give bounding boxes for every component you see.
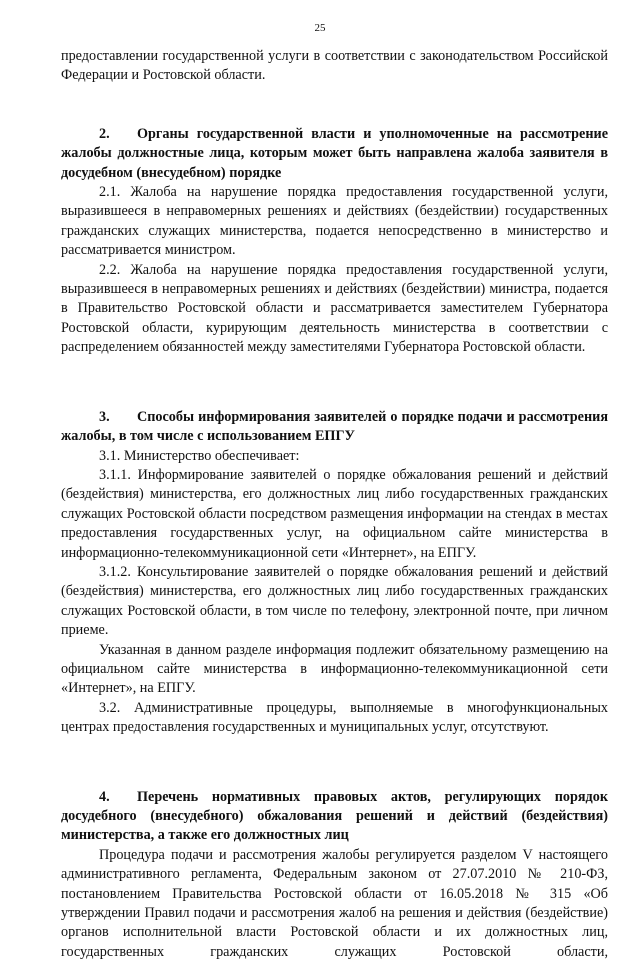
paragraph-4-1: Процедура подачи и рассмотрения жалобы регулируется разделом V настоящего административного регламента, Федеральным законом от 27.07.2010 № 210-ФЗ, постановлением Правительства Ростовской области от 16.05.2018 № 315 «Об утверждении Правил подачи и рассмотрения жалоб на решения и действия (бездействие) органов исполнительной власти Ростовской области и их должностных лиц, государственных гражданских служащих Ростовской области, (61, 846, 608, 960)
paragraph-3-1: 3.1. Министерство обеспечивает: (99, 447, 300, 464)
section-2-number: 2. (99, 125, 110, 142)
spacer (61, 358, 608, 408)
section-3-number: 3. (99, 408, 110, 425)
section-3-title-text: Способы информирования заявителей о порядке подачи и рассмотрения жалобы, в том числе с использованием ЕПГУ (61, 408, 608, 445)
paragraph-2-2: 2.2. Жалоба на нарушение порядка предоставления государственной услуги, выразившееся в неправомерных решениях и действиях (бездействии) министра, подается в Правительство Ростовской области и рассматривается заместителем Губернатора Ростовской области, курирующим деятельность министерства в соответствии с распределением обязанностей между заместителями Губернатора Ростовской области. (61, 261, 608, 356)
spacer (61, 738, 608, 788)
section-3-title (61, 408, 608, 447)
paragraph-2-1: 2.1. Жалоба на нарушение порядка предоставления государственной услуги, выразившееся в неправомерных решениях и действиях (бездействии) государственных гражданских служащих министерства, подается непосредственно в министерство и рассматривается министром. (61, 184, 608, 259)
paragraph-3-1-1: 3.1.1. Информирование заявителей о порядке обжалования решений и действий (бездействия) министерства, его должностных лиц либо государственных гражданских служащих Ростовской области посредством размещения информации на стендах в местах предоставления государственных услуг, на официальном сайте министерства в информационно-телекоммуникационной сети «Интернет», на ЕПГУ. (61, 466, 608, 561)
document-body (61, 47, 608, 962)
page-number: 25 (314, 22, 326, 34)
section-2-title-text: Органы государственной власти и уполномоченные на рассмотрение жалобы должностные лица, которым может быть направлена жалоба заявителя в досудебном (внесудебном) порядке (61, 125, 608, 181)
section-4-title (61, 788, 608, 846)
spacer (61, 86, 608, 125)
section-2-title (61, 125, 608, 183)
paragraph-3-2: 3.2. Административные процедуры, выполняемые в многофункциональных центрах предоставления государственных и муниципальных услуг, отсутствуют. (61, 699, 608, 736)
paragraph-3-1-2: 3.1.2. Консультирование заявителей о порядке обжалования решений и действий (бездействия) министерства, его должностных лиц либо государственных гражданских служащих Ростовской области, в том числе по телефону, электронной почте, при личном приеме. (61, 563, 608, 639)
paragraph-3-note: Указанная в данном разделе информация подлежит обязательному размещению на официальном сайте министерства в информационно-телекоммуникационной сети «Интернет», на ЕПГУ. (61, 641, 608, 697)
intro-paragraph: предоставлении государственной услуги в соответствии с законодательством Российской Федерации и Ростовской области. (61, 48, 608, 84)
section-4-number: 4. (99, 788, 110, 805)
section-4-title-text: Перечень нормативных правовых актов, регулирующих порядок досудебного (внесудебного) обжалования решений и действий (бездействия) министерства, а также его должностных лиц (61, 788, 608, 844)
